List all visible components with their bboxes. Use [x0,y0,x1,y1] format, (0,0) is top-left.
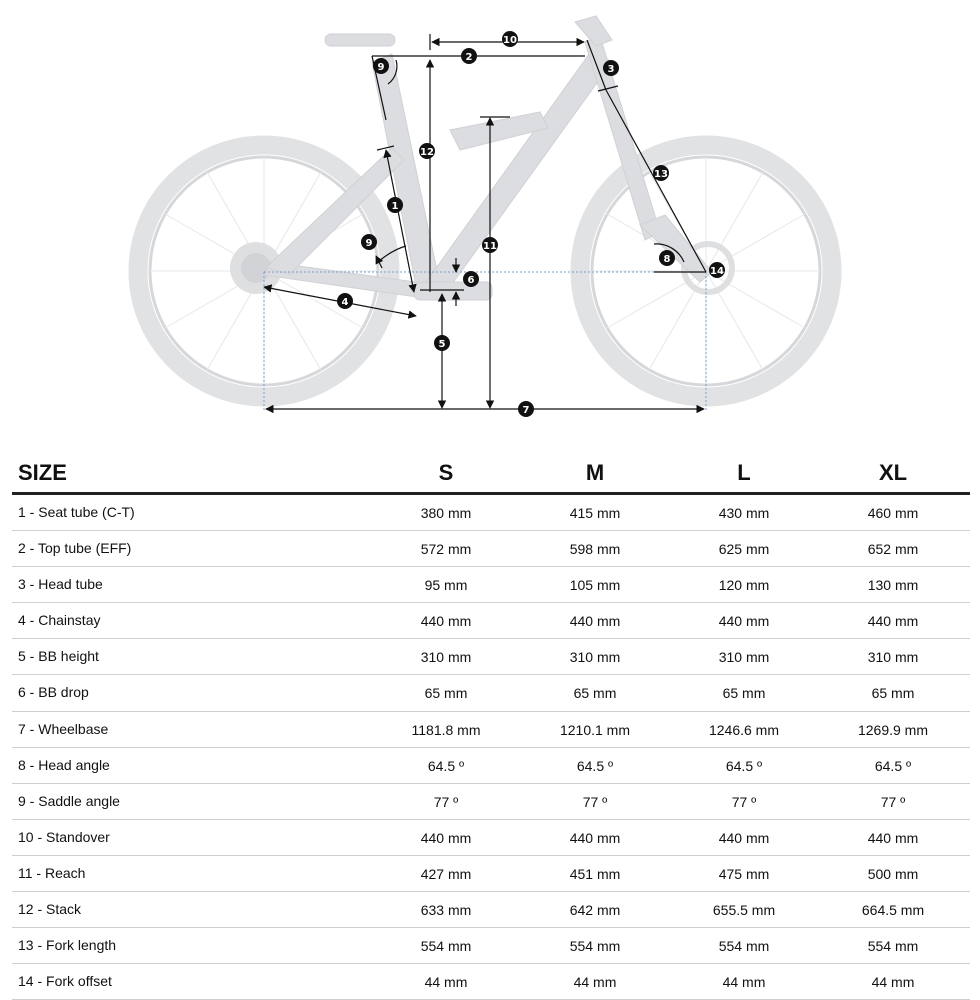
marker-8 [659,250,675,266]
table-row [12,784,970,820]
cell-l: 64.5 º [725,757,763,774]
cell-m: 642 mm [569,902,621,919]
table-row [12,928,970,964]
marker-2-label: 2 [465,52,473,63]
cell-m: 440 mm [569,829,621,846]
row-label: 11 - Reach [18,864,86,881]
cell-s: 440 mm [420,613,472,630]
marker-14 [709,262,725,278]
cell-l: 44 mm [722,974,766,991]
cell-xl: 64.5 º [874,757,912,774]
marker-9-angle-label: 9 [365,238,373,249]
table-row [12,748,970,784]
cell-l: 1246.6 mm [708,721,780,738]
cell-m: 598 mm [569,541,621,558]
marker-9-saddle [373,58,389,74]
cell-xl: 440 mm [867,829,919,846]
marker-13-label: 13 [654,169,668,180]
cell-l: 625 mm [718,541,770,558]
row-label: 3 - Head tube [18,576,103,593]
table-row [12,639,970,675]
marker-11 [502,31,518,47]
cell-s: 77 º [433,793,459,810]
row-label: 4 - Chainstay [18,612,101,629]
cell-s: 310 mm [420,649,472,666]
size-m-header: M [585,460,605,485]
row-label: 2 - Top tube (EFF) [18,540,132,557]
marker-6 [463,271,479,287]
cell-xl: 554 mm [867,938,919,955]
cell-l: 310 mm [718,649,770,666]
cell-l: 65 mm [722,685,766,702]
cell-m: 451 mm [569,865,621,882]
table-row [12,856,970,892]
size-header: SIZE [18,460,67,485]
row-label: 6 - BB drop [18,684,89,701]
table-row [12,495,970,531]
cell-m: 415 mm [569,505,621,521]
table-row [12,531,970,567]
size-s-header: S [438,460,454,485]
cell-l: 440 mm [718,613,770,630]
cell-xl: 1269.9 mm [857,721,929,738]
cell-m: 310 mm [569,649,621,666]
cell-s: 554 mm [420,938,472,955]
cell-xl: 130 mm [867,577,919,594]
cell-l: 430 mm [718,505,770,521]
cell-l: 120 mm [718,577,770,594]
bike-silhouette [138,16,832,397]
marker-1 [387,197,403,213]
cell-l: 440 mm [718,829,770,846]
cell-m: 64.5 º [576,757,614,774]
row-label: 7 - Wheelbase [18,720,109,737]
marker-8-label: 8 [663,254,671,265]
cell-s: 1181.8 mm [411,721,481,738]
marker-9-saddle-label: 9 [377,62,385,73]
cell-xl: 65 mm [871,685,915,702]
geometry-table [12,456,970,1000]
cell-m: 77 º [582,793,608,810]
cell-s: 572 mm [420,541,472,558]
cell-xl: 310 mm [867,649,919,666]
marker-6-label: 6 [467,275,475,286]
table-row [12,892,970,928]
cell-m: 44 mm [573,974,617,991]
cell-xl: 44 mm [871,974,915,991]
row-label: 12 - Stack [18,901,82,918]
cell-l: 655.5 mm [712,902,776,919]
cell-s: 427 mm [420,865,472,882]
cell-s: 440 mm [420,829,472,846]
marker-12-label: 12 [420,147,434,158]
cell-s: 380 mm [420,505,472,521]
cell-xl: 460 mm [867,505,919,521]
cell-s: 44 mm [424,974,468,991]
marker-5-label: 5 [438,339,446,350]
row-label: 1 - Seat tube (C-T) [18,504,135,520]
marker-9-angle [361,234,377,250]
cell-s: 65 mm [424,685,468,702]
cell-m: 1210.1 mm [559,721,631,738]
size-xl-header: XL [878,460,908,485]
row-label: 10 - Standover [18,828,110,845]
table-row [12,567,970,603]
row-label: 9 - Saddle angle [18,792,120,809]
cell-xl: 652 mm [867,541,919,558]
cell-s: 633 mm [420,902,472,919]
marker-3-label: 3 [607,64,615,75]
marker-4-label: 4 [341,297,349,308]
marker-7-label: 7 [522,405,530,416]
table-row [12,675,970,711]
cell-m: 65 mm [573,685,617,702]
table-header [12,456,970,495]
table-row [12,964,970,1000]
cell-l: 554 mm [718,938,770,955]
cell-m: 440 mm [569,613,621,630]
marker-12 [419,143,435,159]
table-row [12,820,970,856]
cell-xl: 77 º [880,793,906,810]
marker-14-label: 14 [710,266,724,277]
row-label: 13 - Fork length [18,937,117,954]
cell-xl: 440 mm [867,613,919,630]
cell-m: 554 mm [569,938,621,955]
cell-l: 475 mm [718,865,770,882]
marker-5 [434,335,450,351]
marker-3 [603,60,619,76]
row-label: 8 - Head angle [18,756,110,773]
cell-s: 64.5 º [427,757,465,774]
marker-10 [482,237,498,253]
table-row [12,712,970,748]
marker-2 [461,48,477,64]
marker-4 [337,293,353,309]
rear-wheel [138,145,390,397]
cell-xl: 500 mm [867,865,919,882]
bike-geometry-diagram [0,0,980,440]
marker-11-label: 10 [503,35,517,46]
marker-10-label: 11 [483,241,497,252]
cell-xl: 664.5 mm [861,902,925,919]
cell-l: 77 º [731,793,757,810]
marker-7 [518,401,534,417]
size-l-header: L [737,460,751,485]
cell-s: 95 mm [424,577,468,594]
marker-13 [653,165,669,181]
table-row [12,603,970,639]
cell-m: 105 mm [569,577,621,594]
marker-1-label: 1 [391,201,399,212]
row-label: 14 - Fork offset [18,973,112,990]
row-label: 5 - BB height [18,648,99,665]
